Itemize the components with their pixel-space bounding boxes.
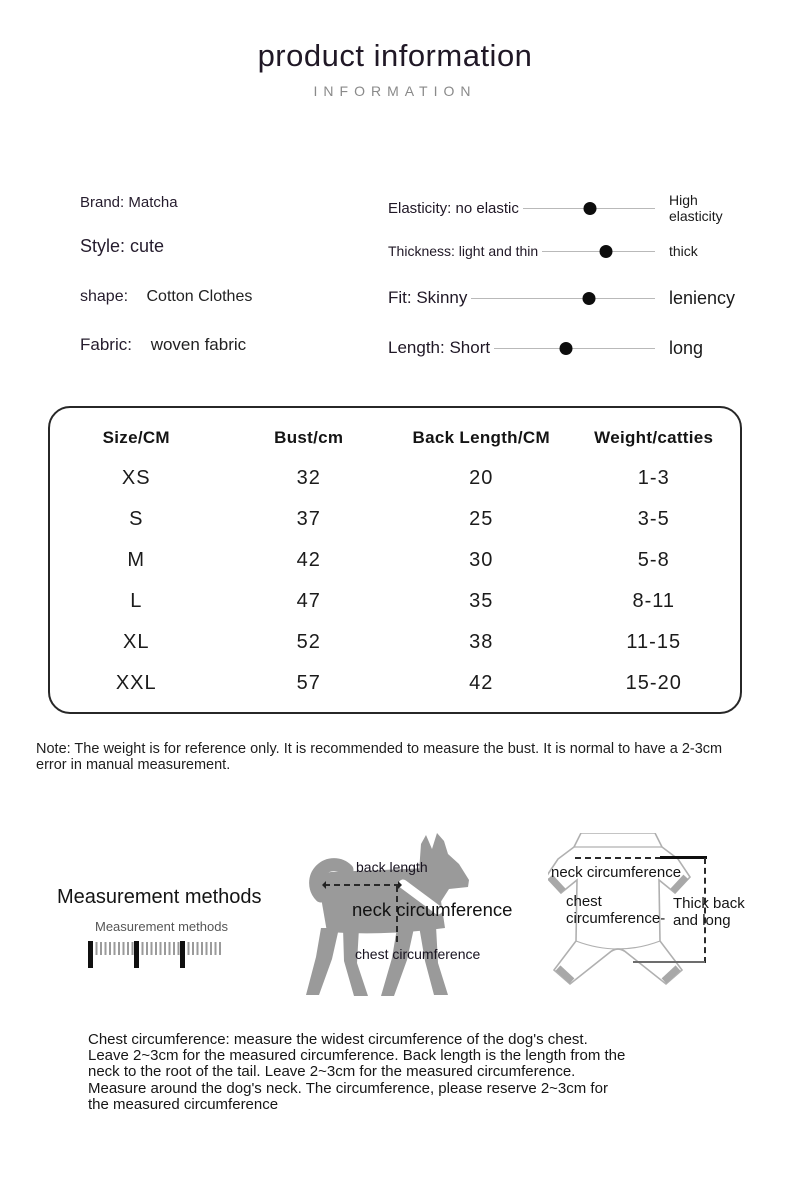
page-subtitle: INFORMATION <box>313 83 477 99</box>
slider-fit <box>388 288 745 309</box>
table-row <box>50 581 740 622</box>
cell-size: L <box>130 590 143 612</box>
ruler-icon <box>88 941 222 968</box>
cell-bust: 42 <box>296 549 321 571</box>
garment-chest-label-line1: chest <box>566 893 602 910</box>
back-length-label: back length <box>356 859 428 875</box>
slider-track <box>542 251 655 252</box>
cell-bust: 52 <box>296 631 321 653</box>
cell-size: XL <box>123 631 150 653</box>
cell-weight: 11-15 <box>626 631 682 653</box>
cell-size: S <box>129 508 144 530</box>
slider-track <box>494 348 655 349</box>
garment-thick-back-label <box>673 895 745 929</box>
slider-track <box>523 208 655 209</box>
garment-chest-label <box>566 893 665 927</box>
slider-thickness <box>388 243 745 259</box>
cell-back-length: 25 <box>469 508 494 530</box>
arrow-left-icon <box>318 881 326 889</box>
attribute-style-label: Style: cute <box>80 236 165 256</box>
attribute-shape <box>80 288 252 306</box>
garment-hem-line <box>633 961 705 963</box>
slider-fit-label: Fit: Skinny <box>388 288 468 308</box>
column-header-bust: Bust/cm <box>274 428 344 447</box>
column-header-size: Size/CM <box>102 428 170 447</box>
garment-chest-label-line2: circumference- <box>566 910 666 927</box>
column-header-back-length: Back Length/CM <box>412 428 550 447</box>
slider-track <box>471 298 655 299</box>
cell-back-length: 35 <box>469 590 494 612</box>
attribute-fabric <box>80 335 246 355</box>
slider-fit-max-label: leniency <box>669 288 736 308</box>
cell-size: XXL <box>115 672 157 694</box>
chest-circumference-label: chest circumference <box>355 946 481 962</box>
cell-back-length: 38 <box>469 631 494 653</box>
cell-back-length: 30 <box>469 549 494 571</box>
attribute-brand <box>80 194 178 211</box>
cell-bust: 57 <box>296 672 321 694</box>
cell-back-length: 20 <box>469 467 494 489</box>
attribute-fabric-label: Fabric: <box>80 335 132 354</box>
garment-thick-back-line1: Thick back <box>673 895 745 912</box>
measurement-methods-heading: Measurement methods <box>57 886 262 908</box>
cell-weight: 8-11 <box>632 590 676 612</box>
table-row <box>50 540 740 581</box>
cell-size: XS <box>121 467 151 489</box>
slider-thickness-label: Thickness: light and thin <box>388 243 539 260</box>
garment-top-line <box>660 856 707 859</box>
cell-weight: 3-5 <box>637 508 670 530</box>
cell-bust: 47 <box>296 590 321 612</box>
measurement-methods-subheading: Measurement methods <box>95 919 228 934</box>
cell-back-length: 42 <box>469 672 494 694</box>
measurement-instructions: Chest circumference: measure the widest circumference of the dog's chest. Leave 2~3cm for the measured circumference. Back length is the length from the neck to the root of the tail. Leave 2~3cm for the measured circumference. Measure around the dog's neck. The circumference, please reserve 2~3cm for the measured circumference <box>88 1031 626 1113</box>
cell-weight: 1-3 <box>637 467 670 489</box>
page-title: product information <box>257 38 533 73</box>
slider-length-max-label: long <box>669 338 704 358</box>
cell-bust: 37 <box>296 508 321 530</box>
table-row <box>50 458 740 499</box>
note-text: Note: The weight is for reference only. It is recommended to measure the bust. It is normal to have a 2-3cm error in manual measurement. <box>36 741 723 773</box>
cell-weight: 15-20 <box>625 672 682 694</box>
slider-elasticity-label: Elasticity: no elastic <box>388 199 519 217</box>
size-table <box>48 406 742 714</box>
garment-neck-line <box>575 857 661 859</box>
garment-thick-back-line2: and long <box>673 912 731 929</box>
attribute-fabric-value: woven fabric <box>150 335 247 354</box>
slider-length-label: Length: Short <box>388 338 491 358</box>
garment-neck-label: neck circumference <box>551 864 682 881</box>
slider-dot <box>600 245 613 258</box>
cell-weight: 5-8 <box>637 549 670 571</box>
table-row <box>50 622 740 663</box>
slider-dot <box>584 202 597 215</box>
size-table-header-row <box>50 418 740 458</box>
column-header-weight: Weight/catties <box>594 428 714 447</box>
back-length-line <box>324 884 400 886</box>
slider-length <box>388 338 745 359</box>
attribute-brand-label: Brand: Matcha <box>80 194 178 211</box>
arrow-right-icon <box>398 881 406 889</box>
cell-bust: 32 <box>296 467 321 489</box>
slider-dot <box>582 292 595 305</box>
attribute-shape-label: shape: <box>80 288 129 305</box>
slider-elasticity-max-label: High elasticity <box>669 192 723 225</box>
slider-elasticity <box>388 192 745 224</box>
slider-thickness-max-label: thick <box>669 243 698 259</box>
cell-size: M <box>127 549 146 571</box>
attribute-style <box>80 236 164 257</box>
slider-dot <box>560 342 573 355</box>
table-row <box>50 663 740 704</box>
attribute-shape-value: Cotton Clothes <box>146 288 253 305</box>
neck-circumference-label: neck circumference <box>352 899 513 920</box>
table-row <box>50 499 740 540</box>
